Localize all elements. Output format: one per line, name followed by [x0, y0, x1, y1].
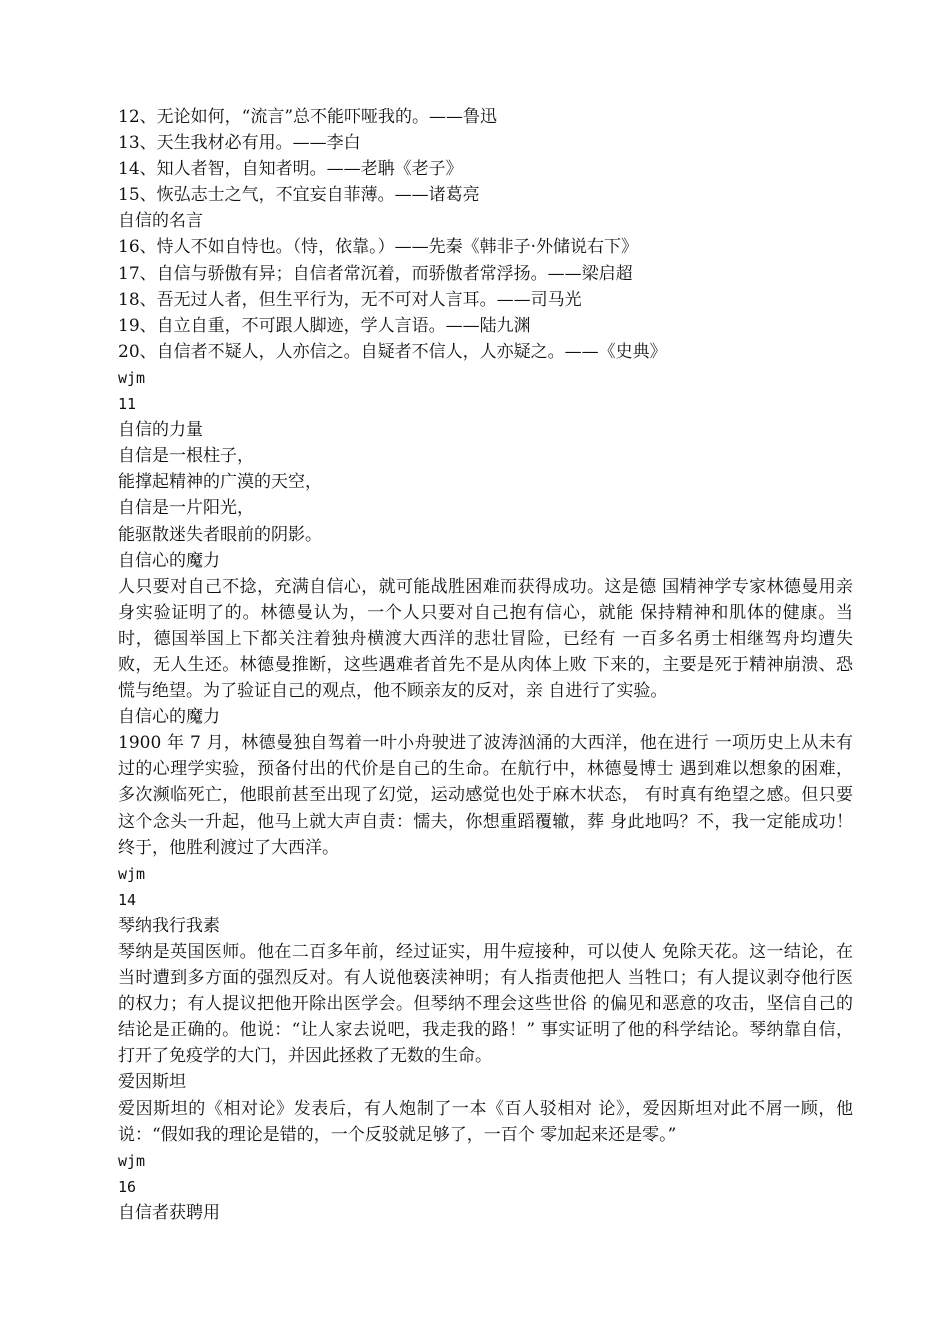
jenner-paragraph: 琴纳是英国医师。他在二百多年前，经过证实，用牛痘接种，可以使人 免除天花。这一结论，在当时遭到多方面的强烈反对。有人说他亵渎神明；有人指责他把人 当牲口；有人提议剥夺他行医的权力；有人提议把他开除出医学会。但琴纳不理会这些世俗 的偏见和恶意的攻击，坚信自己的结论是正确的。他说：“让人家去说吧，我走我的路！” 事实证明了他的科学结论。琴纳靠自信，打开了免疫学的大门，并因此拯救了无数的生命。 [118, 942, 853, 1067]
quote-14: 14、知人者智，自知者明。——老聃《老子》 [118, 159, 463, 180]
page-number: 16 [118, 1177, 137, 1196]
quote-19: 19、自立自重，不可跟人脚迹，学人言语。——陆九渊 [118, 315, 531, 336]
footer-mark: wjm [118, 368, 146, 387]
power-line: 自信是一根柱子， [118, 446, 254, 467]
quote-15: 15、恢弘志士之气，不宜妄自菲薄。——诸葛亮 [118, 185, 480, 206]
magic-title-1: 自信心的魔力 [118, 550, 220, 571]
power-line: 能撑起精神的广漠的天空， [118, 472, 322, 493]
einstein-title: 爱因斯坦 [118, 1072, 186, 1093]
magic-title-2: 自信心的魔力 [118, 707, 220, 728]
footer-mark: wjm [118, 1151, 146, 1170]
jenner-title: 琴纳我行我素 [118, 915, 220, 936]
document-page [118, 104, 853, 1226]
power-title: 自信的力量 [118, 420, 203, 441]
quote-20: 20、自信者不疑人，人亦信之。自疑者不信人，人亦疑之。——《史典》 [118, 341, 667, 362]
power-line: 自信是一片阳光， [118, 498, 254, 519]
section-quotes-title: 自信的名言 [118, 211, 203, 232]
page-number: 14 [118, 890, 137, 909]
quote-13: 13、天生我材必有用。——李白 [118, 133, 361, 154]
quote-16: 16、恃人不如自恃也。（恃，依靠。）——先秦《韩非子·外储说右下》 [118, 237, 639, 258]
power-line: 能驱散迷失者眼前的阴影。 [118, 524, 322, 545]
quote-17: 17、自信与骄傲有异；自信者常沉着，而骄傲者常浮扬。——梁启超 [118, 263, 633, 284]
quote-18: 18、吾无过人者，但生平行为，无不可对人言耳。——司马光 [118, 289, 582, 310]
magic-paragraph-1: 人只要对自己不捻，充满自信心，就可能战胜困难而获得成功。这是德 国精神学专家林德曼用亲身实验证明了的。林德曼认为，一个人只要对自己抱有信心，就能 保持精神和肌体的健康。当时，德国举国上下都关注着独舟横渡大西洋的悲壮冒险，已经有 一百多名勇士相继驾舟均遭失败，无人生还。林德曼推断，这些遇难者首先不是从肉体上败 下来的，主要是死于精神崩溃、恐慌与绝望。为了验证自己的观点，他不顾亲友的反对，亲 自进行了实验。 [118, 576, 853, 702]
footer-mark: wjm [118, 864, 146, 883]
page-number: 11 [118, 395, 137, 414]
hired-title: 自信者获聘用 [118, 1202, 220, 1223]
einstein-paragraph: 爱因斯坦的《相对论》发表后，有人炮制了一本《百人驳相对 论》，爱因斯坦对此不屑一顾，他说：“假如我的理论是错的，一个反驳就足够了，一百个 零加起来还是零。” [118, 1098, 853, 1145]
quote-12: 12、无论如何，“流言”总不能吓哑我的。——鲁迅 [118, 107, 498, 127]
magic-paragraph-2: 1900 年 7 月，林德曼独自驾着一叶小舟驶进了波涛汹涌的大西洋，他在进行 一项历史上从未有过的心理学实验，预备付出的代价是自己的生命。在航行中，林德曼博士 遇到难以想象的困难，多次濒临死亡，他眼前甚至出现了幻觉，运动感觉也处于麻木状态， 有时真有绝望之感。但只要这个念头一升起，他马上就大声自责：懦夫，你想重蹈覆辙，葬 身此地吗？不，我一定能成功！终于，他胜利渡过了大西洋。 [118, 733, 853, 858]
